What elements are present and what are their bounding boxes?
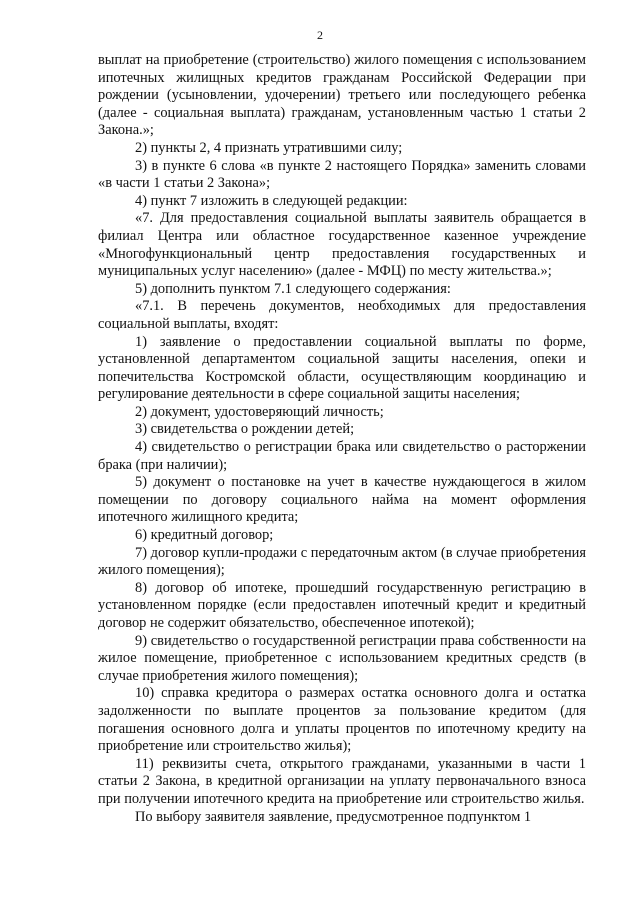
list-item-7: 7) договор купли-продажи с передаточным актом (в случае приобретения жилого помещения); — [98, 544, 586, 579]
list-item-9: 9) свидетельство о государственной регистрации права собственности на жилое помещение, приобретенное с использованием кредитных средств (в случае приобретения жилого помещения); — [98, 632, 586, 684]
paragraph-clause-7-1: «7.1. В перечень документов, необходимых для предоставления социальной выплаты, входят: — [98, 298, 586, 332]
paragraph-item-3: 3) в пункте 6 слова «в пункте 2 настоящего Порядка» заменить словами «в части 1 статьи 2 Закона»; — [98, 157, 586, 192]
page-number: 2 — [317, 28, 323, 42]
document-body — [98, 52, 586, 826]
paragraph-item-5: 5) дополнить пунктом 7.1 следующего содержания: — [135, 280, 451, 297]
paragraph-item-2: 2) пункты 2, 4 признать утратившими силу; — [135, 139, 403, 156]
list-item-6: 6) кредитный договор; — [135, 527, 274, 544]
paragraph-final: По выбору заявителя заявление, предусмотренное подпунктом 1 — [135, 808, 532, 825]
list-item-2: 2) документ, удостоверяющий личность; — [135, 403, 384, 420]
list-item-3: 3) свидетельства о рождении детей; — [135, 421, 355, 438]
list-item-4: 4) свидетельство о регистрации брака или свидетельство о расторжении брака (при наличии); — [98, 439, 586, 473]
list-item-1: 1) заявление о предоставлении социальной выплаты по форме, установленной департаментом социальной защиты населения, опеки и попечительства Костромской области, осуществляющим координацию и регулирование деятельности в сфере социальной защиты населения; — [98, 333, 586, 403]
paragraph-item-4: 4) пункт 7 изложить в следующей редакции: — [135, 192, 408, 209]
paragraph-continuation: выплат на приобретение (строительство) жилого помещения с использованием ипотечных жилищных кредитов гражданам Российской Федерации при рождении (усыновлении, удочерении) третьего или последующего ребенка (далее - социальная выплата) гражданам, установленным частью 1 статьи 2 Закона.»; — [98, 52, 586, 139]
list-item-10: 10) справка кредитора о размерах остатка основного долга и остатка задолженности по выплате процентов за пользование кредитом (для погашения основного долга и уплаты процентов по ипотечному кредиту на приобретение или строительство жилья); — [98, 685, 586, 755]
list-item-5: 5) документ о постановке на учет в качестве нуждающегося в жилом помещении по договору социального найма на момент оформления ипотечного жилищного кредита; — [98, 474, 586, 526]
list-item-11: 11) реквизиты счета, открытого гражданами, указанными в части 1 статьи 2 Закона, в кредитной организации на уплату первоначального взноса при получении ипотечного кредита на приобретение или строительство жилья. — [98, 755, 586, 807]
list-item-8: 8) договор об ипотеке, прошедший государственную регистрацию в установленном порядке (если предоставлен ипотечный кредит и кредитный договор не содержит обязательство, обеспеченное ипотекой); — [98, 579, 586, 631]
paragraph-clause-7: «7. Для предоставления социальной выплаты заявитель обращается в филиал Центра или областное государственное казенное учреждение «Многофункциональный центр предоставления государственных и муниципальных услуг населению» (далее - МФЦ) по месту жительства.»; — [98, 210, 586, 280]
